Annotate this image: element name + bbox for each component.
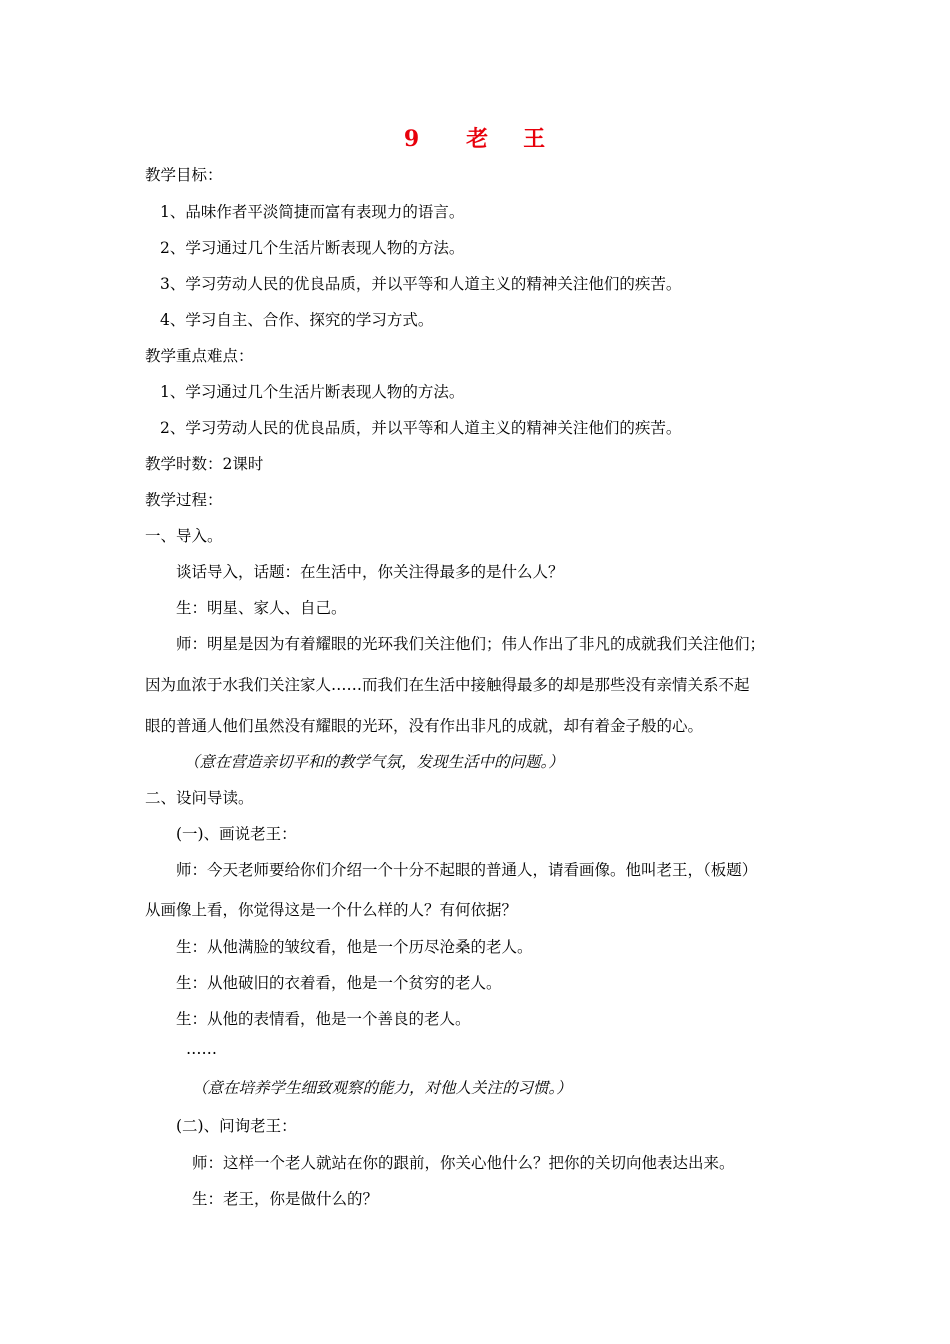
student-answer: 生：从他的表情看，他是一个善良的老人。	[176, 1010, 471, 1028]
subsection-2-heading: (二)、问询老王：	[176, 1117, 297, 1135]
subsection-1-heading: (一)、画说老王：	[176, 825, 297, 843]
title-word-2: 王	[523, 126, 547, 152]
title-number: 9	[403, 126, 421, 152]
student-answer: 生：从他破旧的衣着看，他是一个贫穷的老人。	[176, 974, 502, 992]
subsection-1-note: （意在培养学生细致观察的能力，对他人关注的习惯。）	[192, 1079, 572, 1097]
section-1-paragraph: 师：明星是因为有着耀眼的光环我们关注他们；伟人作出了非凡的成就我们关注他们；	[176, 635, 766, 653]
process-heading: 教学过程：	[145, 491, 223, 509]
section-1-heading: 一、导入。	[145, 527, 223, 545]
section-1-paragraph: 眼的普通人他们虽然没有耀眼的光环，没有作出非凡的成就，却有着金子般的心。	[145, 717, 704, 735]
subsection-2-paragraph: 师：这样一个老人就站在你的跟前，你关心他什么？把你的关切向他表达出来。	[192, 1154, 735, 1172]
title-word-1: 老	[466, 126, 490, 152]
ellipsis: ……	[186, 1040, 217, 1058]
subsection-1-paragraph: 师：今天老师要给你们介绍一个十分不起眼的普通人，请看画像。他叫老王，（板题）	[176, 861, 758, 879]
subsection-1-paragraph: 从画像上看，你觉得这是一个什么样的人？有何依据？	[145, 901, 518, 919]
section-1-paragraph: 因为血浓于水我们关注家人……而我们在生活中接触得最多的却是那些没有亲情关系不起	[145, 676, 750, 694]
subsection-2-paragraph: 生：老王，你是做什么的？	[192, 1190, 379, 1208]
section-1-paragraph: 谈话导入，话题：在生活中，你关注得最多的是什么人？	[176, 563, 564, 581]
objective-item: 2、学习通过几个生活片断表现人物的方法。	[160, 239, 465, 257]
section-1-note: （意在营造亲切平和的教学气氛，发现生活中的问题。）	[184, 753, 564, 771]
objectives-heading: 教学目标：	[145, 166, 223, 184]
key-point-item: 2、学习劳动人民的优良品质，并以平等和人道主义的精神关注他们的疾苦。	[160, 419, 682, 437]
section-2-heading: 二、设问导读。	[145, 789, 254, 807]
student-answer: 生：从他满脸的皱纹看，他是一个历尽沧桑的老人。	[176, 938, 533, 956]
objective-item: 3、学习劳动人民的优良品质，并以平等和人道主义的精神关注他们的疾苦。	[160, 275, 682, 293]
page-title	[0, 122, 950, 153]
objective-item: 4、学习自主、合作、探究的学习方式。	[160, 311, 434, 329]
key-point-item: 1、学习通过几个生活片断表现人物的方法。	[160, 383, 465, 401]
section-1-paragraph: 生：明星、家人、自己。	[176, 599, 347, 617]
objective-item: 1、品味作者平淡简捷而富有表现力的语言。	[160, 203, 465, 221]
key-points-heading: 教学重点难点：	[145, 347, 254, 365]
teaching-hours: 教学时数：2课时	[145, 455, 264, 473]
